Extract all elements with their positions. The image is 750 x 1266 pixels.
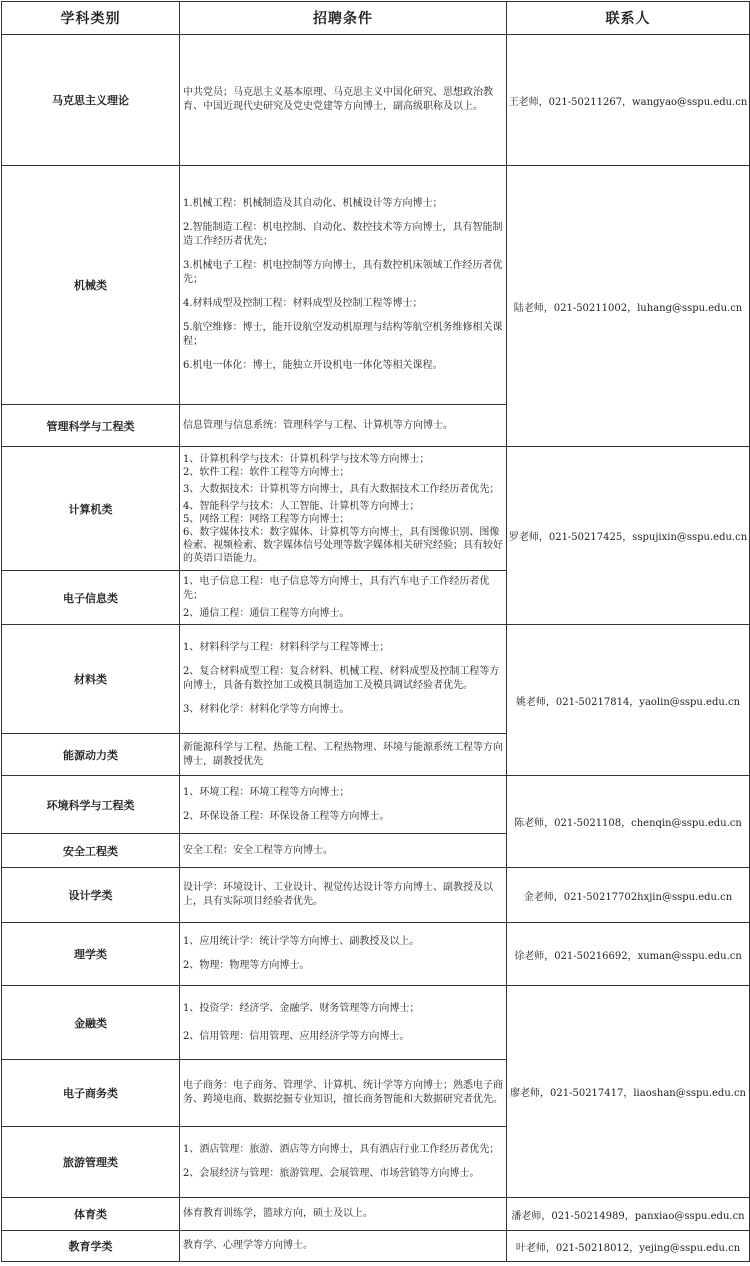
contact-cell: 金老师，021-50217702hxjin@sspu.edu.cn: [507, 868, 750, 923]
conditions-cell: 新能源科学与工程、热能工程、工程热物理、环境与能源系统工程等方向博士，副教授优先: [180, 734, 507, 776]
header-subject: 学科类别: [2, 2, 180, 35]
subject-cell: 金融类: [2, 986, 180, 1060]
subject-cell: 旅游管理类: [2, 1127, 180, 1198]
subject-cell: 设计学类: [2, 868, 180, 923]
subject-cell: 安全工程类: [2, 834, 180, 868]
conditions-cell: 1、计算机科学与技术：计算机科学与技术等方向博士； 2、软件工程：软件工程等方向博士； 3、大数据技术：计算机等方向博士，具有大数据技术工作经历者优先； 4、智能科学与技术：人工智能、计算机等方向博士； 5、网络工程：网络工程等方向博士； 6、数字媒体技术：数字媒体、计算机等方向博士，具有图像识别、图像检索、视频检索、数字媒体信号处理等数字媒体相关研究经验；具有较好的英语口语能力。: [180, 447, 507, 571]
header-conditions: 招聘条件: [180, 2, 507, 35]
subject-cell: 体育类: [2, 1198, 180, 1231]
conditions-cell: 中共党员；马克思主义基本原理、马克思主义中国化研究、思想政治教育、中国近现代史研究及党史党建等方向博士，副高级职称及以上。: [180, 35, 507, 166]
contact-cell: 廖老师，021-50217417，liaoshan@sspu.edu.cn: [507, 986, 750, 1198]
table-row: [2, 447, 750, 571]
table-row: [2, 1231, 750, 1262]
conditions-cell: 体育教育训练学，篮球方向，硕士及以上。: [180, 1198, 507, 1231]
conditions-cell: 1、酒店管理：旅游、酒店等方向博士，具有酒店行业工作经历者优先； 2、会展经济与管理：旅游管理、会展管理、市场营销等方向博士。: [180, 1127, 507, 1198]
table-row: [2, 776, 750, 834]
subject-cell: 机械类: [2, 166, 180, 405]
subject-cell: 马克思主义理论: [2, 35, 180, 166]
subject-cell: 能源动力类: [2, 734, 180, 776]
conditions-cell: 1、电子信息工程：电子信息等方向博士，具有汽车电子工作经历者优先； 2、通信工程：通信工程等方向博士。: [180, 571, 507, 625]
contact-cell: 陈老师，021-5021108，chenqin@sspu.edu.cn: [507, 776, 750, 868]
subject-cell: 计算机类: [2, 447, 180, 571]
conditions-cell: 设计学：环境设计、工业设计、视觉传达设计等方向博士、副教授及以上，具有实际项目经验者优先。: [180, 868, 507, 923]
subject-cell: 管理科学与工程类: [2, 405, 180, 447]
contact-cell: 罗老师，021-50217425，sspujixin@sspu.edu.cn: [507, 447, 750, 625]
table-row: [2, 35, 750, 166]
subject-cell: 教育学类: [2, 1231, 180, 1262]
header-row: [2, 2, 750, 35]
conditions-cell: 1.机械工程：机械制造及其自动化、机械设计等方向博士； 2.智能制造工程：机电控制、自动化、数控技术等方向博士，具有智能制造工作经历者优先； 3.机械电子工程：机电控制等方向博士，具有数控机床领域工作经历者优先； 4.材料成型及控制工程：材料成型及控制工程等博士； 5.航空维修：博士，能开设航空发动机原理与结构等航空机务维修相关课程； 6.机电一体化：博士，能独立开设机电一体化等相关课程。: [180, 166, 507, 405]
subject-cell: 电子商务类: [2, 1060, 180, 1127]
table-row: [2, 923, 750, 986]
conditions-cell: 1、环境工程：环境工程等方向博士； 2、环保设备工程：环保设备工程等方向博士。: [180, 776, 507, 834]
contact-cell: 王老师，021-50211267，wangyao@sspu.edu.cn: [507, 35, 750, 166]
table-row: [2, 986, 750, 1060]
contact-cell: 陆老师，021-50211002，luhang@sspu.edu.cn: [507, 166, 750, 447]
conditions-cell: 信息管理与信息系统：管理科学与工程、计算机等方向博士。: [180, 405, 507, 447]
table-row: [2, 868, 750, 923]
conditions-cell: 电子商务：电子商务、管理学、计算机、统计学等方向博士；熟悉电子商务、跨境电商、数据挖掘专业知识，擅长商务智能和大数据研究者优先。: [180, 1060, 507, 1127]
conditions-cell: 教育学、心理学等方向博士。: [180, 1231, 507, 1262]
subject-cell: 理学类: [2, 923, 180, 986]
table-row: [2, 166, 750, 405]
subject-cell: 环境科学与工程类: [2, 776, 180, 834]
contact-cell: 叶老师，021-50218012，yejing@sspu.edu.cn: [507, 1231, 750, 1262]
contact-cell: 姚老师，021-50217814，yaolin@sspu.edu.cn: [507, 625, 750, 776]
conditions-cell: 1、材料科学与工程：材料科学与工程等博士； 2、复合材料成型工程：复合材料、机械工程、材料成型及控制工程等方向博士，具备有数控加工或模具制造加工及模具调试经验者优先。 3、材料化学：材料化学等方向博士。: [180, 625, 507, 734]
conditions-cell: 1、投资学：经济学、金融学、财务管理等方向博士； 2、信用管理：信用管理、应用经济学等方向博士。: [180, 986, 507, 1060]
table-row: [2, 625, 750, 734]
conditions-cell: 安全工程：安全工程等方向博士。: [180, 834, 507, 868]
header-contact: 联系人: [507, 2, 750, 35]
subject-cell: 电子信息类: [2, 571, 180, 625]
contact-cell: 徐老师，021-50216692，xuman@sspu.edu.cn: [507, 923, 750, 986]
contact-cell: 潘老师，021-50214989，panxiao@sspu.edu.cn: [507, 1198, 750, 1231]
recruitment-table: [1, 1, 750, 1262]
conditions-cell: 1、应用统计学：统计学等方向博士、副教授及以上。 2、物理：物理等方向博士。: [180, 923, 507, 986]
table-row: [2, 1198, 750, 1231]
subject-cell: 材料类: [2, 625, 180, 734]
